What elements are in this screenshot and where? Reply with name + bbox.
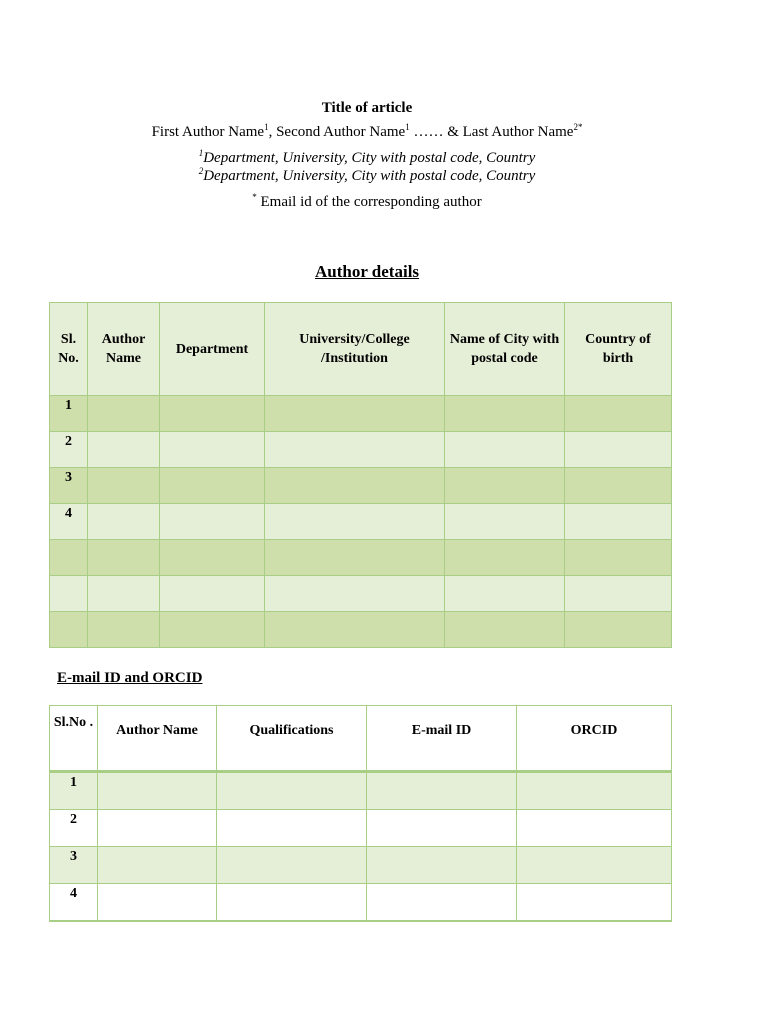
city-cell[interactable] [445, 540, 565, 576]
department-cell[interactable] [160, 540, 265, 576]
department-cell[interactable] [160, 468, 265, 504]
author-table-header-row [50, 303, 672, 396]
row-number: 4 [50, 884, 98, 922]
orcid-cell[interactable] [517, 847, 672, 884]
country-cell[interactable] [565, 396, 672, 432]
table-row [50, 884, 672, 922]
col-orcid: ORCID [517, 706, 672, 772]
table-row [50, 612, 672, 648]
row-number: 1 [50, 772, 98, 810]
author-name-cell[interactable] [88, 432, 160, 468]
last-author-name: …… & Last Author Name [409, 124, 574, 140]
table-row [50, 772, 672, 810]
city-cell[interactable] [445, 504, 565, 540]
col-sl-no: Sl. No. [50, 303, 88, 396]
qualifications-cell[interactable] [217, 772, 367, 810]
email-orcid-table [49, 705, 672, 922]
affiliation-2-mark: 2 [198, 166, 204, 176]
city-cell[interactable] [445, 612, 565, 648]
country-cell[interactable] [565, 576, 672, 612]
city-cell[interactable] [445, 396, 565, 432]
university-cell[interactable] [265, 540, 445, 576]
email-table-header-row [50, 706, 672, 772]
corresponding-mark: * [252, 192, 257, 202]
table-row [50, 540, 672, 576]
author-name-cell[interactable] [98, 884, 217, 922]
col-author-name: Author Name [88, 303, 160, 396]
country-cell[interactable] [565, 432, 672, 468]
qualifications-cell[interactable] [217, 810, 367, 847]
corresponding-author-note [0, 194, 734, 211]
row-number [50, 576, 88, 612]
orcid-cell[interactable] [517, 772, 672, 810]
country-cell[interactable] [565, 504, 672, 540]
row-number: 1 [50, 396, 88, 432]
author-name-cell[interactable] [88, 540, 160, 576]
affiliation-2 [0, 168, 734, 185]
table-row [50, 396, 672, 432]
row-number: 2 [50, 432, 88, 468]
author-name-cell[interactable] [98, 772, 217, 810]
orcid-cell[interactable] [517, 810, 672, 847]
second-author-affiliation-mark: 1 [405, 122, 410, 132]
col-department: Department [160, 303, 265, 396]
row-number: 3 [50, 468, 88, 504]
country-cell[interactable] [565, 540, 672, 576]
university-cell[interactable] [265, 432, 445, 468]
col-sl-no: Sl.No . [50, 706, 98, 772]
table-row [50, 810, 672, 847]
email-cell[interactable] [367, 884, 517, 922]
university-cell[interactable] [265, 612, 445, 648]
row-number: 3 [50, 847, 98, 884]
email-cell[interactable] [367, 772, 517, 810]
university-cell[interactable] [265, 468, 445, 504]
row-number: 4 [50, 504, 88, 540]
university-cell[interactable] [265, 504, 445, 540]
col-university: University/College /Institution [265, 303, 445, 396]
author-name-cell[interactable] [98, 847, 217, 884]
author-name-cell[interactable] [98, 810, 217, 847]
first-author-name: First Author Name [151, 124, 265, 140]
author-name-cell[interactable] [88, 504, 160, 540]
city-cell[interactable] [445, 432, 565, 468]
department-cell[interactable] [160, 504, 265, 540]
author-name-cell[interactable] [88, 468, 160, 504]
author-name-cell[interactable] [88, 576, 160, 612]
col-author-name: Author Name [98, 706, 217, 772]
col-city-postal: Name of City with postal code [445, 303, 565, 396]
city-cell[interactable] [445, 576, 565, 612]
table-row [50, 576, 672, 612]
first-author-affiliation-mark: 1 [264, 122, 269, 132]
author-name-cell[interactable] [88, 396, 160, 432]
table-row [50, 468, 672, 504]
affiliation-1 [0, 150, 734, 167]
article-title: Title of article [321, 100, 413, 116]
author-line [0, 124, 734, 141]
qualifications-cell[interactable] [217, 884, 367, 922]
affiliation-1-mark: 1 [198, 148, 204, 158]
table-row [50, 847, 672, 884]
affiliation-1-text: Department, University, City with postal code, Country [203, 150, 536, 166]
last-author-affiliation-mark: 2* [573, 122, 583, 132]
qualifications-cell[interactable] [217, 847, 367, 884]
country-cell[interactable] [565, 468, 672, 504]
department-cell[interactable] [160, 432, 265, 468]
country-cell[interactable] [565, 612, 672, 648]
col-country-of-birth: Country of birth [565, 303, 672, 396]
row-number: 2 [50, 810, 98, 847]
email-orcid-heading: E-mail ID and ORCID [57, 670, 203, 686]
table-row [50, 504, 672, 540]
email-cell[interactable] [367, 847, 517, 884]
department-cell[interactable] [160, 396, 265, 432]
department-cell[interactable] [160, 576, 265, 612]
email-cell[interactable] [367, 810, 517, 847]
author-details-table [49, 302, 672, 648]
row-number [50, 540, 88, 576]
author-details-heading: Author details [314, 262, 420, 281]
university-cell[interactable] [265, 576, 445, 612]
affiliation-2-text: Department, University, City with postal code, Country [203, 168, 536, 184]
second-author-name: , Second Author Name [268, 124, 406, 140]
city-cell[interactable] [445, 468, 565, 504]
orcid-cell[interactable] [517, 884, 672, 922]
table-row [50, 432, 672, 468]
col-email-id: E-mail ID [367, 706, 517, 772]
row-number [50, 612, 88, 648]
university-cell[interactable] [265, 396, 445, 432]
corresponding-author-text: Email id of the corresponding author [256, 194, 482, 210]
author-name-cell[interactable] [88, 612, 160, 648]
department-cell[interactable] [160, 612, 265, 648]
col-qualifications: Qualifications [217, 706, 367, 772]
